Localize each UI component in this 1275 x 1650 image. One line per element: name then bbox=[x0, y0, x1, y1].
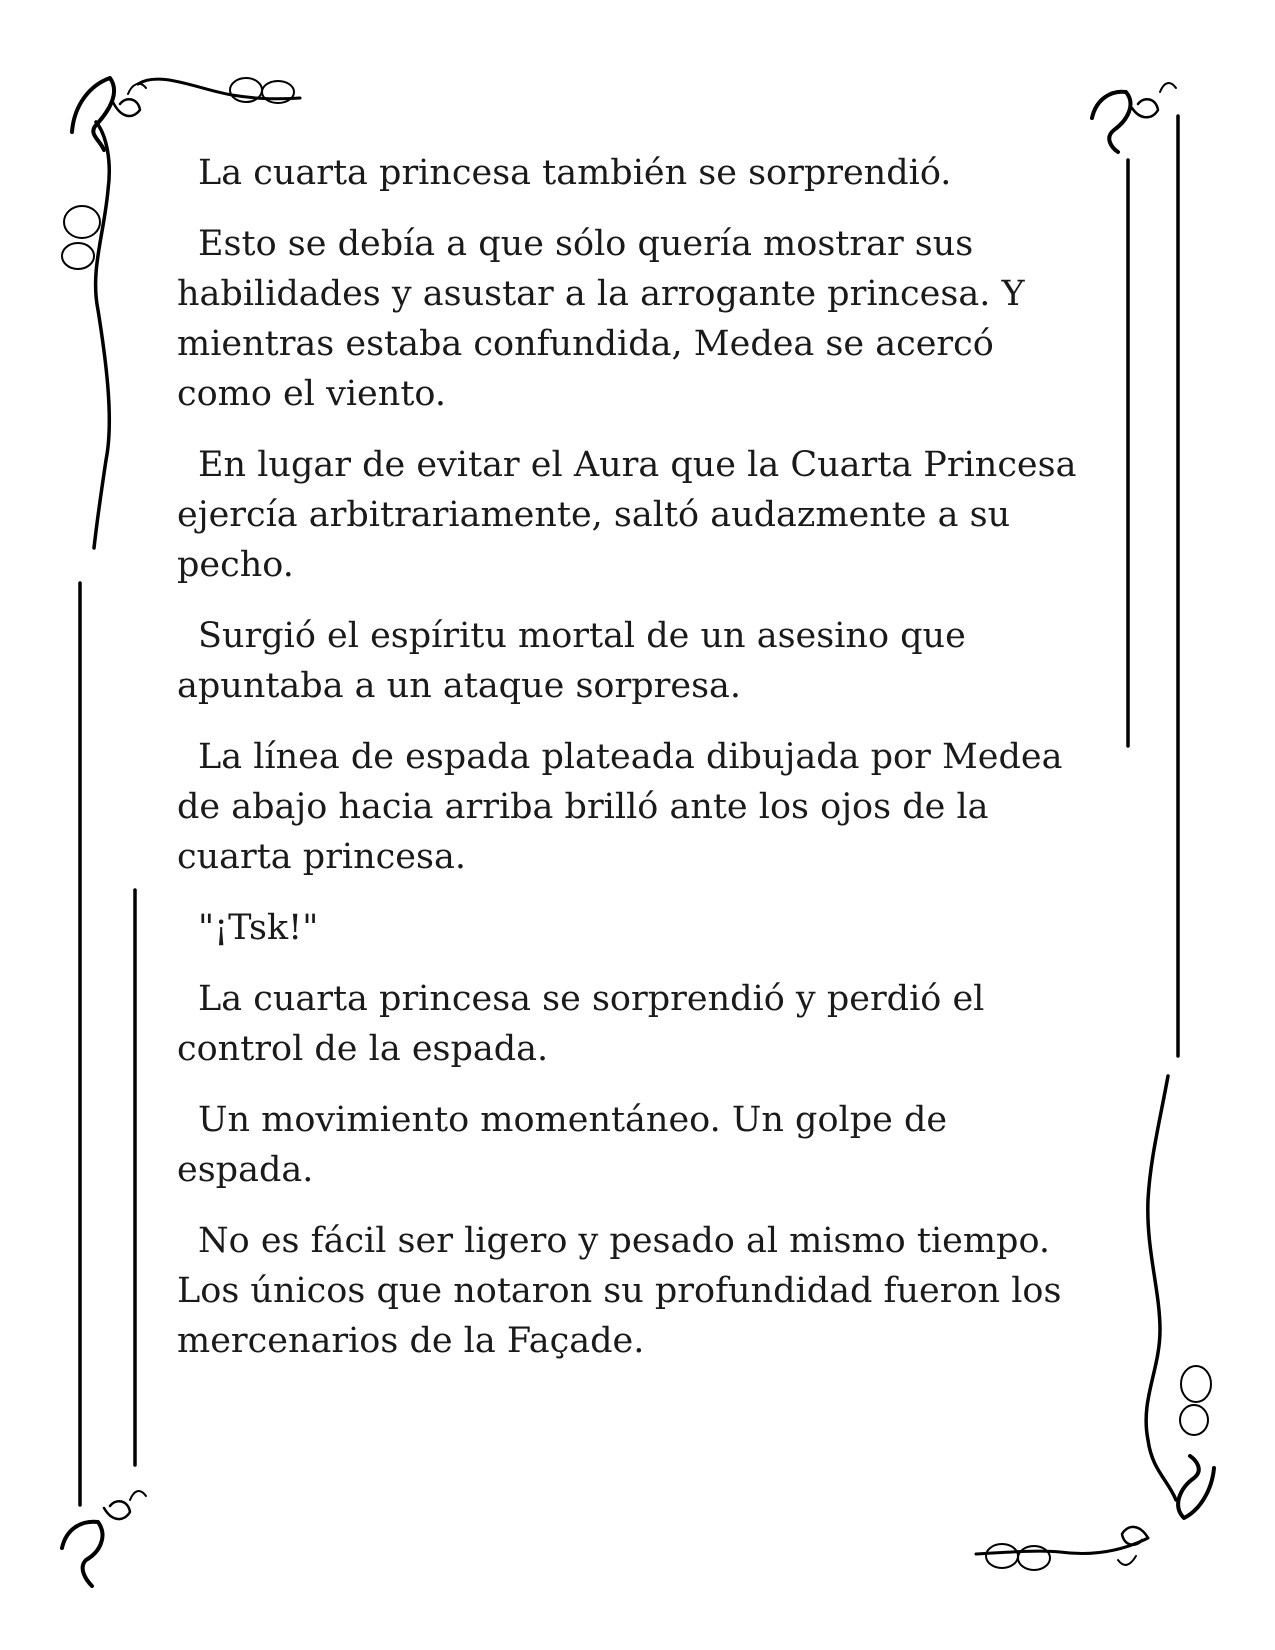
paragraph: La cuarta princesa se sorprendió y perdió el control de la espada. bbox=[177, 979, 985, 1069]
paragraph: La cuarta princesa también se sorprendió. bbox=[198, 153, 952, 193]
paragraph: Un movimiento momentáneo. Un golpe de espada. bbox=[177, 1100, 948, 1190]
flourish-bottom-left-icon bbox=[62, 1491, 146, 1586]
paragraph: Surgió el espíritu mortal de un asesino que apuntaba a un ataque sorpresa. bbox=[177, 616, 966, 706]
body-text bbox=[177, 148, 1082, 1387]
paragraph: "¡Tsk!" bbox=[198, 908, 319, 948]
paragraph: En lugar de evitar el Aura que la Cuarta Princesa ejercía arbitrariamente, saltó audazmente a su pecho. bbox=[177, 445, 1077, 585]
flourish-top-right-icon bbox=[1092, 83, 1178, 1056]
paragraph: Esto se debía a que sólo quería mostrar sus habilidades y asustar a la arrogante princesa. Y mientras estaba confundida, Medea se acercó como el viento. bbox=[177, 224, 1025, 414]
paragraph: La línea de espada plateada dibujada por Medea de abajo hacia arriba brilló ante los ojos de la cuarta princesa. bbox=[177, 737, 1063, 877]
paragraph: No es fácil ser ligero y pesado al mismo tiempo. Los únicos que notaron su profundidad fueron los mercenarios de la Façade. bbox=[177, 1221, 1062, 1361]
